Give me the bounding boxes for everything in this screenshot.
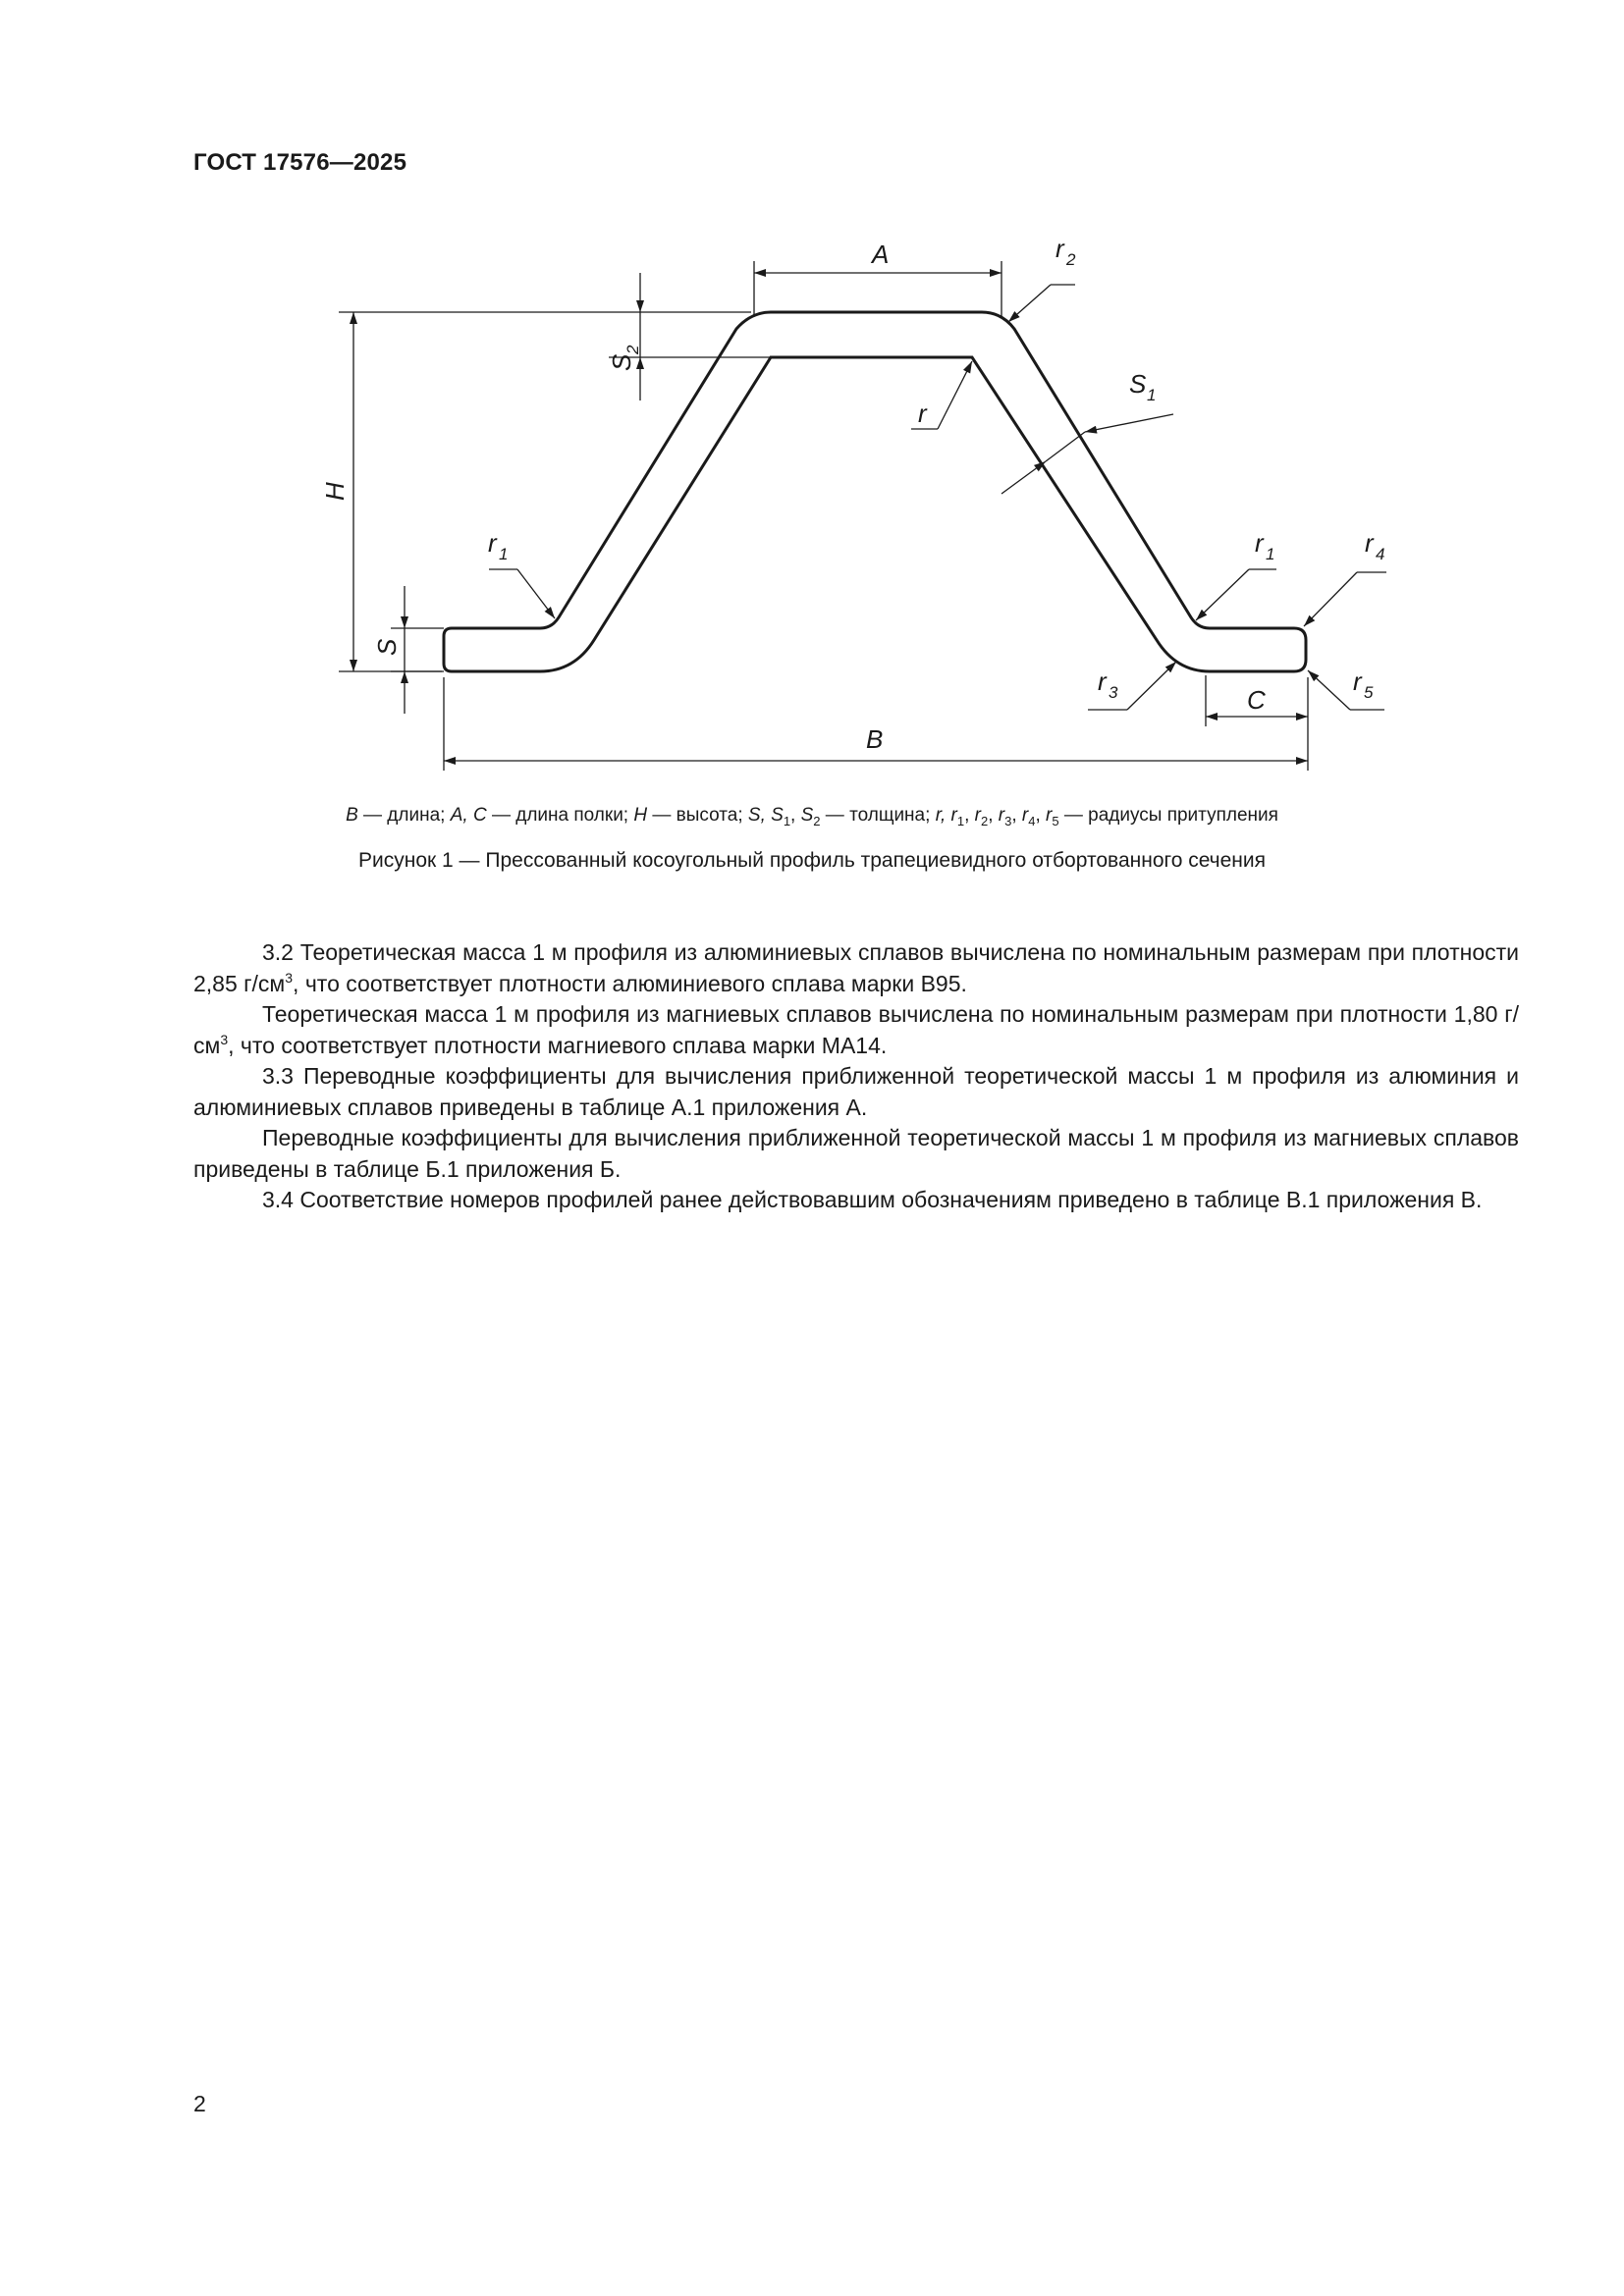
label-S1: S (1129, 369, 1147, 399)
paragraph-3-3: 3.3 Переводные коэффициенты для вычисления приближенной теоретической массы 1 м профиля из алюминия и алюминиевых сплавов приведены в таблице А.1 приложения А. (193, 1063, 1519, 1120)
label-r1-right-sub: 1 (1266, 545, 1275, 563)
body-text (193, 937, 1519, 1216)
profile-outline (444, 312, 1306, 671)
label-S: S (372, 638, 402, 656)
label-A: A (872, 240, 890, 269)
label-r3-sub: 3 (1109, 683, 1118, 702)
document-header: ГОСТ 17576—2025 (193, 149, 407, 176)
label-r1-left: r (488, 528, 497, 558)
figure-caption: Рисунок 1 — Прессованный косоугольный профиль трапециевидного отбортованного сечения (357, 849, 1267, 872)
label-r4: r (1365, 528, 1374, 558)
paragraph-3-2: 3.2 Теоретическая масса 1 м профиля из алюминиевых сплавов вычислена по номинальным размерам при плотности 2,85 $г/см^3$, что соответствует плотности алюминиевого сплава марки В95. (193, 939, 1519, 996)
label-r1-left-sub: 1 (499, 545, 509, 563)
label-r2: r (1056, 234, 1064, 263)
label-S2: S (607, 353, 636, 371)
paragraph-3-2-magnesium: Теоретическая масса 1 м профиля из магниевых сплавов вычислена по номинальным размерам при плотности 1,80 $г/см^3$, что соответствует плотности магниевого сплава марки МА14. (193, 1001, 1519, 1058)
label-S1-sub: 1 (1147, 386, 1157, 404)
label-r5: r (1353, 667, 1362, 696)
label-B: B (866, 724, 884, 754)
label-r4-sub: 4 (1376, 545, 1385, 563)
page-number: 2 (193, 2091, 206, 2116)
label-S2-sub: 2 (623, 345, 642, 354)
label-r: r (918, 399, 927, 428)
label-r2-sub: 2 (1066, 250, 1076, 269)
label-H: H (320, 482, 350, 501)
label-r5-sub: 5 (1364, 683, 1374, 702)
paragraph-3-3-magnesium: Переводные коэффициенты для вычисления приближенной теоретической массы 1 м профиля из магниевых сплавов приведены в таблице Б.1 приложения Б. (193, 1125, 1519, 1182)
label-r3: r (1098, 667, 1107, 696)
paragraph-3-4: 3.4 Соответствие номеров профилей ранее действовавшим обозначениям приведено в таблице В.1 приложения В. (262, 1187, 1483, 1212)
figure-legend: B — длина; A, C — длина полки; H — высота; S, $S_1$, $S_2$ — толщина; r, $r_1$, $r_2$, $r_3$, $r_4$, $r_5$ — радиусы притупления (346, 805, 1278, 828)
label-r1-right: r (1255, 528, 1264, 558)
label-C: C (1247, 685, 1266, 715)
profile-drawing (0, 0, 1624, 883)
